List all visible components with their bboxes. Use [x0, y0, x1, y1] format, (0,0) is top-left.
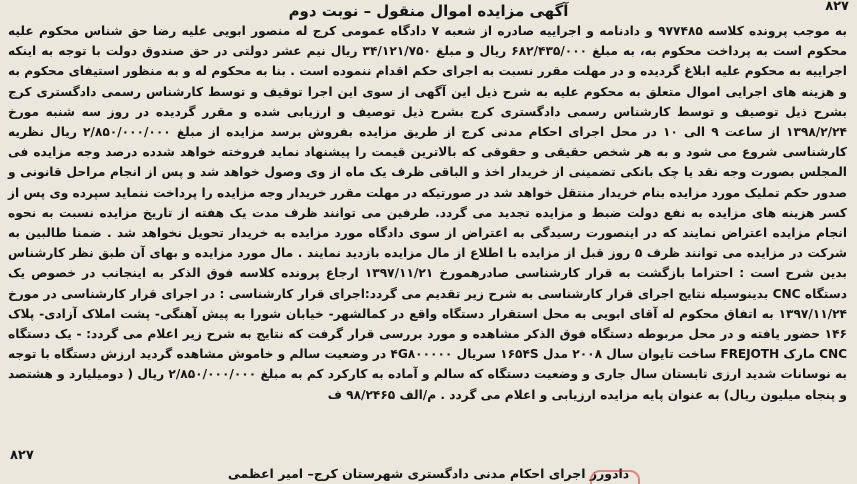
notice-body: به موجب پرونده کلاسه ۹۷۷۴۸۵ و دادنامه و اجراییه صادره از شعبه ۷ دادگاه عمومی کرج له منصور ابویی علیه رضا حق شناس محکوم علیه محکوم است به پرداخت محکوم به، به مبلغ ۶۸۲/۴۳۵/۰۰۰ ریال و مبلغ ۳۴/۱۲۱/۷۵۰ ریال نیم عشر دولتی در حق صندوق دولت با توجه به اینکه اجراییه به محکوم علیه ابلاغ گردیده و در مهلت مقرر نسبت به اجرای حکم اقدام ننموده است . بنا به محکوم له و به منظور استیفای محکوم به و هزینه های اجرایی اموال متعلق به محکوم علیه به شرح ذیل این آگهی از سوی این اجرا توقیف و توسط کارشناس رسمی دادگستری کرج بشرح ذیل توصیف و توسط کارشناس رسمی دادگستری کرج بشرح ذیل توصیف و ارزیابی شده و مقرر گردیده در روز سه شنبه مورخ ۱۳۹۸/۲/۲۴ از ساعت ۹ الی ۱۰ در محل اجرای احکام مدنی کرج از طریق مزایده بفروش برسد مزایده از مبلغ ۲/۸۵۰/۰۰۰/۰۰۰ ریال نظریه کارشناسی شروع می شود و به هر شخص حقیقی و حقوقی که بالاترین قیمت را پیشنهاد نماید فروخته خواهد شدده درصد وجه مزایده فی المجلس بصورت وجه نقد یا چک بانکی تضمینی از خریدار اخذ و الباقی ظرف یک ماه از وی وصول خواهد شد و پس از انجام مراحل قانونی و صدور حکم تملیک مورد مزایده بنام خریدار منتقل خواهد شد در صورتیکه در مهلت مقرر خریدار وجه مزایده را پرداخت ننماید سپرده وی پس از کسر هزینه های مزایده به نفع دولت ضبط و مزایده تجدید می گردد. طرفین می توانند ظرف مدت یک هفته از تاریخ مزایده نسبت به نحوه انجام مزایده اعتراض نمایند که در اینصورت رسیدگی به اعتراض از سوی دادگاه مورد مزایده به خریدار تحویل نخواهد شد . ضمنا طالبین به شرکت در مزایده می توانند ظرف ۵ روز قبل از مزایده با اطلاع از مال مزایده بازدید نمایند . مال مورد مزایده و بهای آن طبق نظر کارشناس بدین شرح است : احتراما بازگشت به قرار کارشناسی صادرهمورخ ۱۳۹۷/۱۱/۲۱ ارجاع پرونده کلاسه فوق الذکر به اینجانب در خصوص یک دستگاه CNC بدینوسیله نتایج اجرای قرار کارشناسی به شرح زیر تقدیم می گردد:اجرای قرار کارشناسی : در اجرای قرار کارشناسی در مورخ ۱۳۹۷/۱۱/۲۴ به اتفاق محکوم له آقای ابویی به محل استقرار دستگاه واقع در کمالشهر- خیابان شورا به پیش آهنگی- پشت املاک آزادی- پلاک ۱۴۶ حضور یافته و در محل مربوطه دستگاه فوق الذکر مشاهده و مورد بررسی قرار گرفت که نتایج به شرح زیر اعلام می گردد: - یک دستگاه CNC مارک FREJOTH ساخت تایوان سال ۲۰۰۸ مدل ۱۶۵۴S سریال ۴G۸۰۰۰۰۰ در وضعیت سالم و خاموش مشاهده گردید ارزش دستگاه با توجه به نوسانات شدید ارزی تابستان سال جاری و وضعیت دستگاه که سالم و آماده به کارکرد کم به مبلغ ۲/۸۵۰/۰۰۰/۰۰۰ ریال ( دومیلیارد و هشتصد و پنجاه میلیون ریال) به عنوان پایه مزایده ارزیابی و اعلام می گردد . م/الف ۹۸/۲۴۶۵ ف	[8, 24, 847, 402]
corner-number-bottom: ۸۲۷	[10, 448, 34, 463]
corner-number-top: ۸۲۷	[825, 0, 849, 14]
stamp-mark	[590, 470, 640, 484]
notice-title: آگهی مزایده اموال منقول – نوبت دوم	[288, 2, 569, 20]
notice-footer-signature: دادورز اجرای احکام مدنی دادگستری شهرستان کرج– امیر اعظمی	[227, 466, 630, 481]
